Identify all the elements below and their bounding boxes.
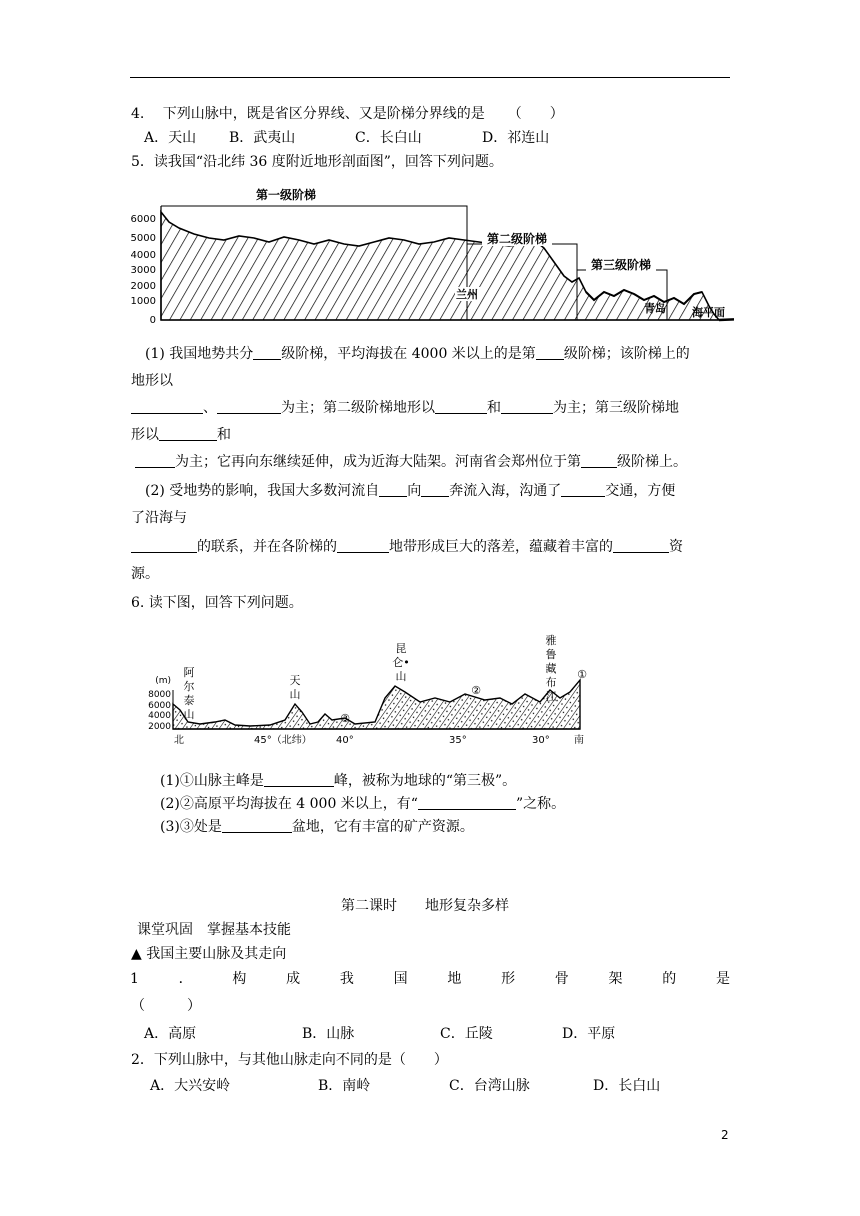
q4-option-a: A．天山 bbox=[144, 130, 197, 146]
q4-option-c: C．长白山 bbox=[355, 130, 422, 146]
sea-level-label: 海平面 bbox=[692, 306, 725, 319]
unit-label: (m) bbox=[155, 676, 171, 686]
y-tick-5000: 5000 bbox=[130, 233, 156, 244]
q5-p2-line4: 源。 bbox=[131, 566, 159, 582]
y-tick-0: 0 bbox=[149, 315, 156, 326]
blank bbox=[581, 453, 617, 468]
q6-s3: (3)③处是 盆地，它有丰富的矿产资源。 bbox=[160, 819, 474, 835]
x-tick-north: 北 bbox=[174, 735, 184, 746]
qingdao-label: 青岛 bbox=[644, 302, 666, 315]
altai-label-1: 阿 bbox=[183, 666, 195, 679]
q6-stem: 6. 读下图，回答下列问题。 bbox=[131, 595, 303, 611]
lesson-title: 第二课时 地形复杂多样 bbox=[341, 898, 509, 914]
page-number: 2 bbox=[721, 1128, 729, 1142]
q1-option-d: D．平原 bbox=[562, 1026, 616, 1042]
q5-p1-line3: 、 为主；第二级阶梯地形以 和 为主；第三级阶梯地 bbox=[131, 398, 679, 418]
q5-p1-line5: 为主；它再向东继续延伸，成为近海大陆架。河南省会郑州位于第 级阶梯上。 bbox=[135, 452, 687, 472]
svg-text:藏: 藏 bbox=[545, 662, 557, 675]
blank bbox=[379, 482, 407, 497]
blank bbox=[435, 399, 487, 414]
q5-p1-line1: (1) 我国地势共分 级阶梯，平均海拔在 4000 米以上的是第 级阶梯；该阶梯上的 bbox=[145, 346, 690, 362]
step1-label: 第一级阶梯 bbox=[255, 188, 317, 202]
blank bbox=[561, 482, 605, 497]
q5-p1-line4: 形以 和 bbox=[131, 427, 231, 443]
terrain-profile-ns bbox=[140, 632, 592, 750]
blank bbox=[159, 426, 217, 441]
q5-p2-line3: 的联系，并在各阶梯的 地带形成巨大的落差，蕴藏着丰富的 资 bbox=[131, 537, 683, 557]
blank bbox=[131, 399, 203, 414]
tianshan-label: 天 bbox=[289, 674, 301, 687]
svg-text:仑•: 仑• bbox=[392, 656, 410, 669]
blank bbox=[536, 345, 564, 360]
y-tick-2000: 2000 bbox=[148, 722, 171, 732]
q6-s1: (1)①山脉主峰是 峰，被称为地球的“第三极”。 bbox=[160, 773, 517, 789]
q2-option-c: C．台湾山脉 bbox=[449, 1078, 530, 1094]
svg-text:山: 山 bbox=[289, 688, 301, 701]
svg-text:山: 山 bbox=[183, 708, 195, 721]
y-tick-1000: 1000 bbox=[130, 296, 156, 307]
y-tick-6000: 6000 bbox=[148, 701, 171, 711]
y-tick-2000: 2000 bbox=[130, 281, 156, 292]
blank bbox=[421, 482, 449, 497]
x-tick-35: 35° bbox=[449, 735, 467, 746]
svg-text:泰: 泰 bbox=[183, 694, 195, 707]
yarlung-label: 雅 bbox=[545, 634, 557, 647]
q4-option-b: B．武夷山 bbox=[229, 130, 296, 146]
blank bbox=[337, 538, 389, 553]
blank bbox=[222, 818, 292, 833]
svg-text:江: 江 bbox=[545, 690, 557, 703]
blank bbox=[613, 538, 669, 553]
svg-text:尔: 尔 bbox=[183, 680, 195, 693]
blank bbox=[501, 399, 553, 414]
q5-p2-line1: (2) 受地势的影响，我国大多数河流自 向 奔流入海，沟通了 交通，方便 bbox=[145, 483, 676, 499]
terrain-profile-area bbox=[173, 680, 580, 729]
y-tick-4000: 4000 bbox=[148, 711, 171, 721]
y-tick-3000: 3000 bbox=[130, 265, 156, 276]
y-tick-4000: 4000 bbox=[130, 250, 156, 261]
marker-2: ② bbox=[471, 684, 481, 697]
marker-1: ① bbox=[577, 668, 587, 681]
q5-p2-line2: 了沿海与 bbox=[131, 510, 187, 526]
lanzhou-label: 兰州 bbox=[456, 288, 478, 301]
kunlun-label: 昆 bbox=[395, 642, 407, 655]
lesson-subtitle: 课堂巩固 掌握基本技能 bbox=[137, 922, 291, 938]
q1-paren: （ ） bbox=[131, 998, 201, 1014]
svg-text:鲁: 鲁 bbox=[545, 648, 557, 661]
q4-stem: 4. 下列山脉中，既是省区分界线、又是阶梯分界线的是 （ ） bbox=[131, 106, 564, 122]
q1-option-c: C．丘陵 bbox=[440, 1026, 493, 1042]
q1-option-b: B．山脉 bbox=[302, 1026, 355, 1042]
q5-stem: 5．读我国“沿北纬 36 度附近地形剖面图”，回答下列问题。 bbox=[131, 154, 503, 170]
q2-option-a: A．大兴安岭 bbox=[150, 1078, 231, 1094]
blank bbox=[135, 453, 175, 468]
q2-option-d: D．长白山 bbox=[593, 1078, 661, 1094]
q2-stem: 2．下列山脉中，与其他山脉走向不同的是（ ） bbox=[131, 1052, 448, 1068]
q5-p1-line2: 地形以 bbox=[131, 373, 173, 389]
blank bbox=[217, 399, 281, 414]
section-heading: ▲ 我国主要山脉及其走向 bbox=[131, 946, 287, 962]
blank bbox=[264, 772, 334, 787]
blank bbox=[418, 795, 516, 810]
q1-stem: 1 ． 构 成 我 国 地 形 骨 架 的 是 bbox=[130, 971, 730, 987]
y-tick-8000: 8000 bbox=[148, 690, 171, 700]
step2-label: 第二级阶梯 bbox=[486, 232, 548, 246]
x-tick-30: 30° bbox=[532, 735, 550, 746]
q2-option-b: B．南岭 bbox=[318, 1078, 371, 1094]
blank bbox=[131, 538, 197, 553]
y-tick-6000: 6000 bbox=[130, 214, 156, 225]
svg-text:山: 山 bbox=[395, 670, 407, 683]
marker-3: ③ bbox=[340, 712, 350, 725]
q1-option-a: A．高原 bbox=[144, 1026, 197, 1042]
step3-label: 第三级阶梯 bbox=[590, 258, 652, 272]
x-tick-40: 40° bbox=[336, 735, 354, 746]
svg-text:布: 布 bbox=[545, 676, 557, 689]
x-tick-45: 45°（北纬） bbox=[254, 735, 312, 746]
blank bbox=[253, 345, 281, 360]
terrain-profile-36n bbox=[124, 182, 734, 330]
x-tick-south: 南 bbox=[574, 735, 584, 746]
header-rule bbox=[130, 77, 730, 78]
q4-option-d: D．祁连山 bbox=[482, 130, 550, 146]
q6-s2: (2)②高原平均海拔在 4 000 米以上，有“ ”之称。 bbox=[160, 796, 566, 812]
